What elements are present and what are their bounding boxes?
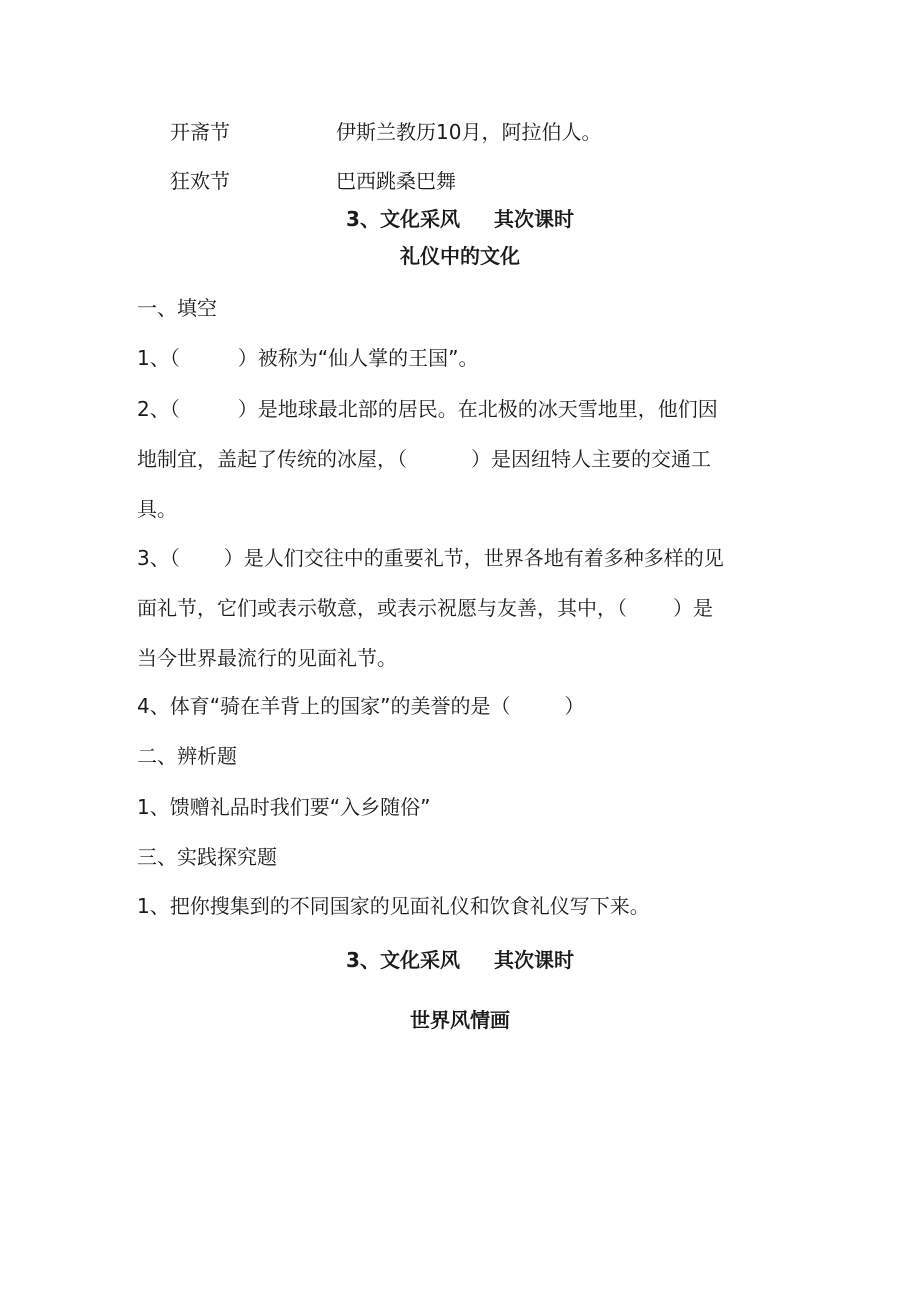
- part2-question-1: 1、馈赠礼品时我们要“入乡随俗”: [137, 795, 431, 819]
- q4-prefix: 4、体育“骑在羊背上的国家”的美誉的是（: [137, 694, 511, 718]
- q2-line-1: [137, 396, 787, 422]
- festival-desc-carnival: 巴西跳桑巴舞: [336, 169, 456, 193]
- q2-line-3: 具。: [137, 497, 177, 521]
- q3-line-1: [137, 545, 787, 571]
- section-title-right: 其次课时: [493, 207, 574, 231]
- question-3: [137, 545, 787, 695]
- part2-heading: 二、辨析题: [137, 744, 237, 768]
- part1-heading: 一、填空: [137, 296, 217, 320]
- q2-l2-prefix: 地制宜，盖起了传统的冰屋，（: [137, 447, 407, 471]
- q1-suffix: ）被称为“仙人掌的王国”。: [237, 346, 479, 370]
- q3-line-2: [137, 595, 787, 621]
- q3-l2-prefix: 面礼节，它们或表示敬意，或表示祝愿与友善，其中，（: [137, 596, 627, 620]
- section2-title-left: 3、文化采风: [346, 948, 460, 972]
- section2-title-right: 其次课时: [493, 948, 574, 972]
- section-subtitle: 礼仪中的文化: [400, 244, 520, 268]
- q3-l2-suffix: ）是: [673, 596, 713, 620]
- section2-subtitle: 世界风情画: [410, 1008, 510, 1032]
- festival-desc-eid: 伊斯兰教历10月，阿拉伯人。: [336, 120, 602, 144]
- q2-line-2: [137, 446, 787, 472]
- q3-l1-prefix: 3、（: [137, 546, 180, 570]
- part3-heading: 三、实践探究题: [137, 845, 277, 869]
- q2-l2-suffix: ）是因纽特人主要的交通工: [471, 447, 711, 471]
- part3-question-1: 1、把你搜集到的不同国家的见面礼仪和饮食礼仪写下来。: [137, 894, 650, 918]
- question-2: [137, 396, 787, 546]
- section-title: [0, 206, 920, 232]
- q2-l1-prefix: 2、（: [137, 397, 180, 421]
- section2-title: [0, 947, 920, 973]
- section-title-left: 3、文化采风: [346, 207, 460, 231]
- question-4: [137, 693, 584, 719]
- q3-l1-suffix: ）是人们交往中的重要礼节，世界各地有着多种多样的见: [223, 546, 724, 570]
- q3-line-3: 当今世界最流行的见面礼节。: [137, 646, 397, 670]
- question-1: [137, 345, 478, 371]
- q4-suffix: ）: [564, 694, 585, 718]
- q2-l1-suffix: ）是地球最北部的居民。在北极的冰天雪地里，他们因: [237, 397, 718, 421]
- festival-name-eid: 开斋节: [170, 120, 230, 144]
- q1-prefix: 1、（: [137, 346, 180, 370]
- festival-name-carnival: 狂欢节: [170, 169, 230, 193]
